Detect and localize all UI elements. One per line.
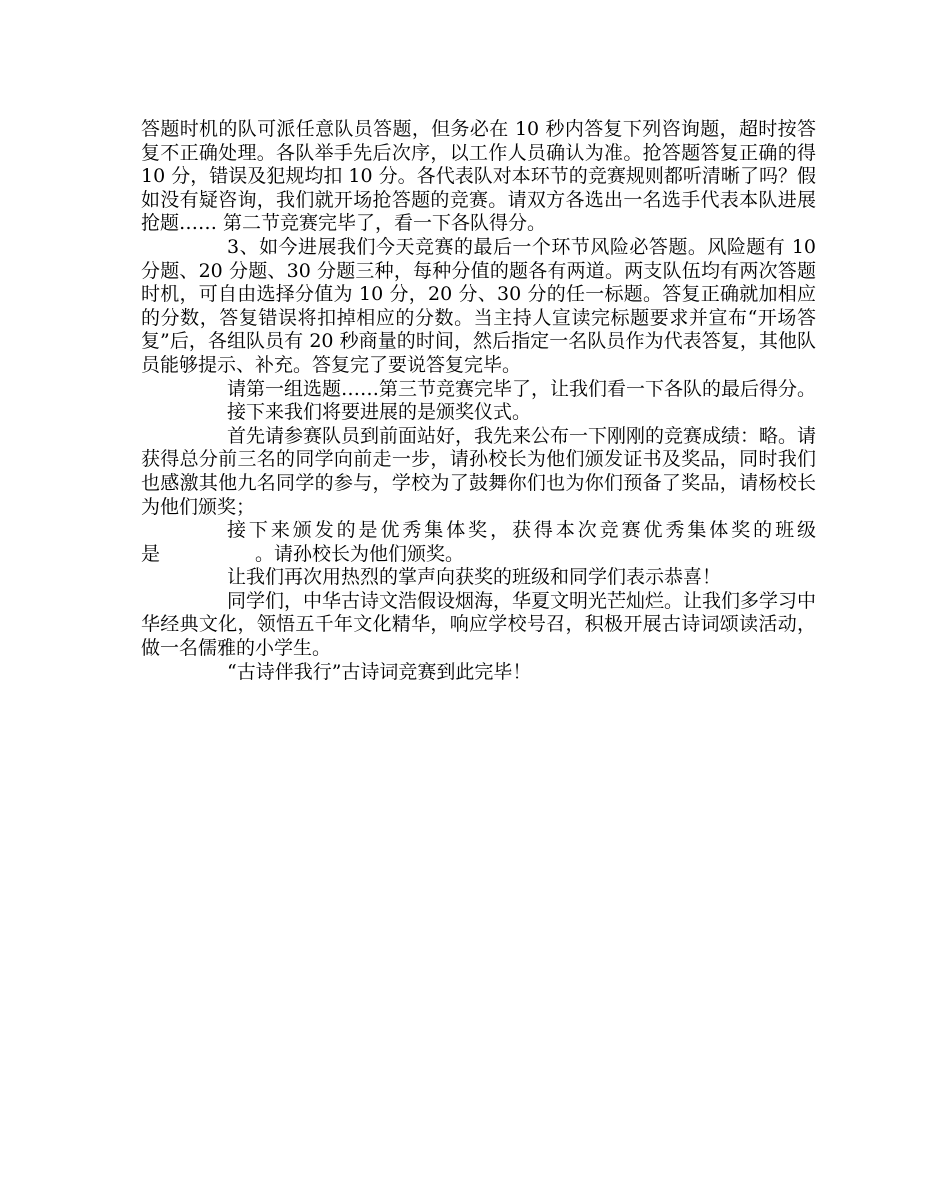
paragraph-9: “古诗伴我行”古诗词竞赛到此完毕！ [227, 660, 532, 683]
paragraph-6: 接下来颁发的是优秀集体奖，获得本次竞赛优秀集体奖的班级是 。请孙校长为他们颁奖。 [141, 519, 816, 565]
document-body [141, 118, 816, 684]
paragraph-8: 同学们，中华古诗文浩假设烟海，华夏文明光芒灿烂。让我们多学习中华经典文化，领悟五千年文化精华，响应学校号召，积极开展古诗词颂读活动，做一名儒雅的小学生。 [141, 589, 817, 660]
paragraph-5: 首先请参赛队员到前面站好，我先来公布一下刚刚的竞赛成绩：略。请获得总分前三名的同学向前走一步，请孙校长为他们颁发证书及奖品，同时我们也感激其他九名同学的参与，学校为了鼓舞你们也为你们预备了奖品，请杨校长为他们颁奖； [141, 424, 817, 518]
paragraph-7: 让我们再次用热烈的掌声向获奖的班级和同学们表示恭喜！ [227, 566, 722, 589]
paragraph-1: 答题时机的队可派任意队员答题，但务必在 10 秒内答复下列咨询题，超时按答复不正确处理。各队举手先后次序，以工作人员确认为准。抢答题答复正确的得 10 分，错误及犯规均扣 10 分。各代表队对本环节的竞赛规则都听清晰了吗？假如没有疑咨询，我们就开场抢答题的竞赛。请双方各选出一名选手代表本队进展抢题…… 第二节竞赛完毕了，看一下各队得分。 [141, 118, 816, 235]
paragraph-3: 请第一组选题……第三节竞赛完毕了，让我们看一下各队的最后得分。 [227, 377, 817, 400]
paragraph-4: 接下来我们将要进展的是颁奖仪式。 [227, 401, 532, 424]
paragraph-2: 3、如今进展我们今天竞赛的最后一个环节风险必答题。风险题有 10 分题、20 分题、30 分题三种，每种分值的题各有两道。两支队伍均有两次答题时机，可自由选择分值为 10 分，20 分、30 分的任一标题。答复正确就加相应的分数，答复错误将扣掉相应的分数。当主持人宣读完标题要求并宣布“开场答复”后，各组队员有 20 秒商量的时间，然后指定一名队员作为代表答复，其他队员能够提示、补充。答复完了要说答复完毕。 [141, 235, 816, 376]
